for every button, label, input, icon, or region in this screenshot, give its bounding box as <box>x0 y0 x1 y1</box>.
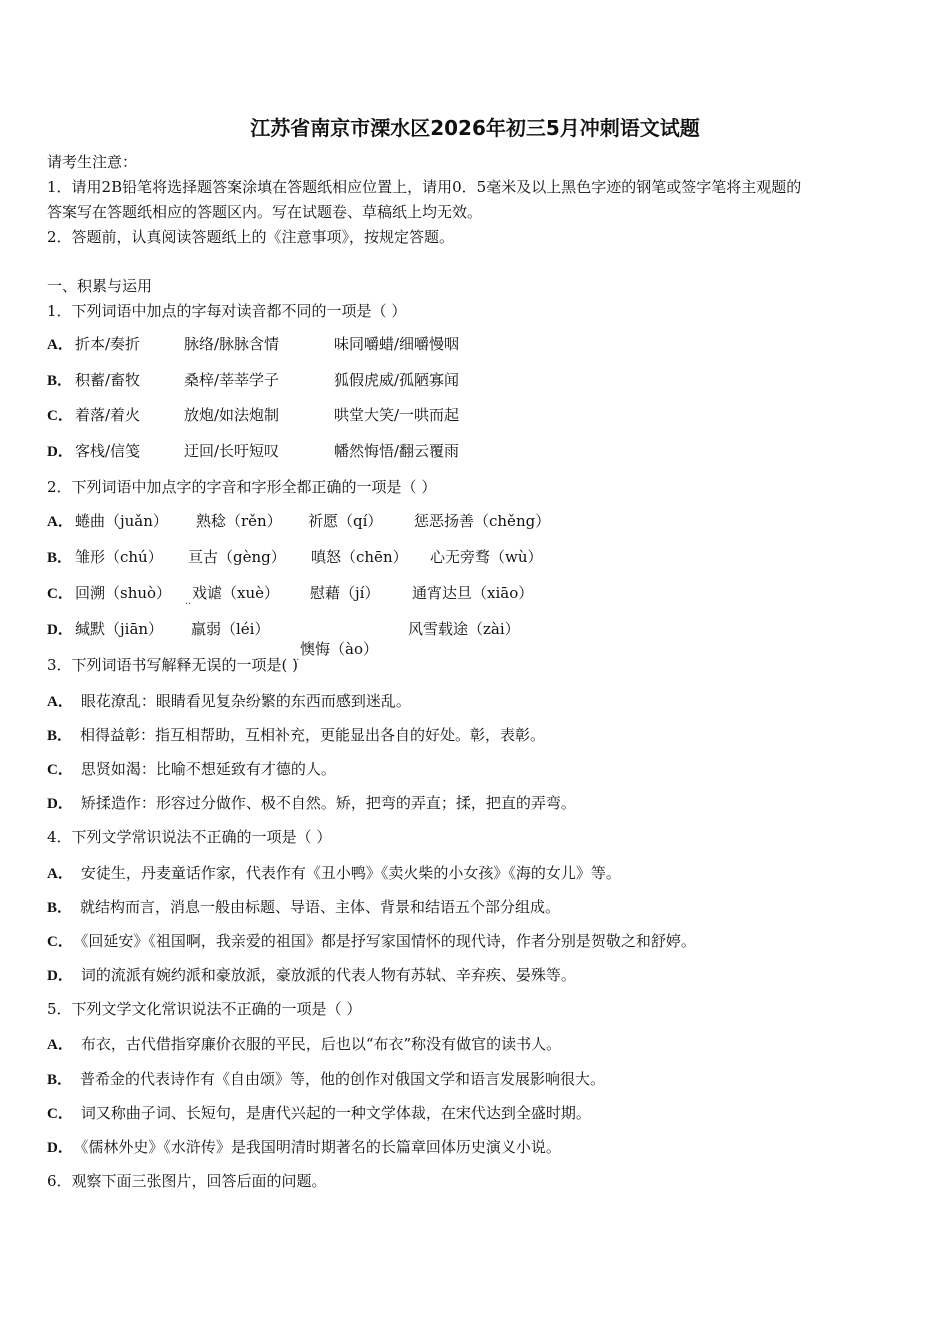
option-label: B． <box>47 900 73 916</box>
section-heading: 一、积累与运用 <box>47 277 153 295</box>
option-cell: 嗔怒（chēn） <box>311 548 408 566</box>
question-3-option-a <box>47 691 411 712</box>
question-5-option-d <box>47 1137 561 1158</box>
option-cell: 狐假虎威/孤陋寡闻 <box>334 371 460 389</box>
question-4-option-a <box>47 863 621 884</box>
option-cell: 幡然悔悟/翻云覆雨 <box>334 442 460 460</box>
option-text: 矫揉造作：形容过分做作、极不自然。矫，把弯的弄直；揉，把直的弄弯。 <box>80 794 576 812</box>
option-text: 词的流派有婉约派和豪放派，豪放派的代表人物有苏轼、辛弃疾、晏殊等。 <box>80 966 576 984</box>
option-text: 《回延安》《祖国啊，我亲爱的祖国》都是抒写家国情怀的现代诗，作者分别是贺敬之和舒婷。 <box>80 932 696 950</box>
option-label: B． <box>47 728 73 744</box>
option-label: A． <box>47 337 73 353</box>
question-4-option-b <box>47 897 560 918</box>
question-3-option-b <box>47 725 545 746</box>
option-cell: 积蓄/畜牧 <box>75 371 141 389</box>
question-5-stem: 5．下列文学文化常识说法不正确的一项是（ ） <box>47 1000 362 1018</box>
question-3-stem: 3．下列词语书写解释无误的一项是( ) <box>47 656 299 674</box>
question-6-stem: 6．观察下面三张图片，回答后面的问题。 <box>47 1172 327 1190</box>
option-cell: 风雪载途（zài） <box>408 620 520 638</box>
option-cell: 哄堂大笑/一哄而起 <box>334 406 460 424</box>
option-cell: 折本/奏折 <box>75 335 141 353</box>
option-label: A． <box>47 1037 73 1053</box>
option-label: C． <box>47 408 73 424</box>
option-cell: 祈愿（qí） <box>308 512 383 530</box>
question-3-option-d <box>47 793 576 814</box>
option-text: 布衣，古代借指穿廉价衣服的平民，后也以“布衣”称没有做官的读书人。 <box>80 1035 562 1053</box>
option-cell: 雏形（chú） <box>75 548 163 566</box>
option-cell: 蜷曲（juǎn） <box>75 512 168 530</box>
option-label: D． <box>47 622 73 638</box>
option-label: B． <box>47 550 73 566</box>
option-cell: 心无旁骛（wù） <box>430 548 543 566</box>
notice-heading: 请考生注意： <box>47 153 138 171</box>
option-cell: 羸弱（léi） <box>191 620 270 638</box>
question-5-option-c <box>47 1103 591 1124</box>
option-label: A． <box>47 514 73 530</box>
question-4-stem: 4．下列文学常识说法不正确的一项是（ ） <box>47 828 332 846</box>
option-cell: 着落/着火 <box>75 406 141 424</box>
page-title: 江苏省南京市溧水区2026年初三5月冲刺语文试题 <box>250 116 700 140</box>
option-cell: 脉络/脉脉含情 <box>184 335 280 353</box>
option-label: A． <box>47 694 73 710</box>
option-label: C． <box>47 586 73 602</box>
option-text: 《儒林外史》《水浒传》是我国明清时期著名的长篇章回体历史演义小说。 <box>80 1138 561 1156</box>
option-label: D． <box>47 1140 73 1156</box>
question-4-option-d <box>47 965 576 986</box>
option-text: 思贤如渴：比喻不想延致有才德的人。 <box>80 760 336 778</box>
option-cell: 放炮/如法炮制 <box>184 406 280 424</box>
option-text: 普希金的代表诗作有《自由颂》等，他的创作对俄国文学和语言发展影响很大。 <box>80 1070 606 1088</box>
option-label: D． <box>47 968 73 984</box>
option-text: 眼花潦乱：眼睛看见复杂纷繁的东西而感到迷乱。 <box>80 692 411 710</box>
question-4-option-c <box>47 931 696 952</box>
option-cell: 惩恶扬善（chěng） <box>414 512 551 530</box>
option-label: B． <box>47 1072 73 1088</box>
option-cell: 通宵达旦（xiāo） <box>412 584 534 602</box>
option-text: 相得益彰：指互相帮助，互相补充，更能显出各自的好处。彰，表彰。 <box>80 726 546 744</box>
option-label: A． <box>47 866 73 882</box>
notice-line-1: 1．请用2B铅笔将选择题答案涂填在答题纸相应位置上，请用0．5毫米及以上黑色字迹的钢笔或签字笔将主观题的 <box>47 178 802 196</box>
question-5-option-a <box>47 1034 561 1055</box>
option-cell: 回溯（shuò） <box>75 584 172 602</box>
option-text: 就结构而言，消息一般由标题、导语、主体、背景和结语五个部分组成。 <box>80 898 561 916</box>
option-label: B． <box>47 373 73 389</box>
option-cell: 亘古（gèng） <box>188 548 286 566</box>
question-5-option-b <box>47 1069 605 1090</box>
option-label: D． <box>47 796 73 812</box>
option-cell: 客栈/信笺 <box>75 442 141 460</box>
option-cell: 味同嚼蜡/细嚼慢咽 <box>334 335 460 353</box>
option-cell: 桑梓/莘莘学子 <box>184 371 280 389</box>
question-2-stem: 2．下列词语中加点字的字音和字形全都正确的一项是（ ） <box>47 478 437 496</box>
option-cell: 懊悔（ào） ·· <box>300 639 950 659</box>
option-cell: 缄默（jiān） <box>75 620 164 638</box>
option-text: 词又称曲子词、长短句，是唐代兴起的一种文学体裁，在宋代达到全盛时期。 <box>80 1104 591 1122</box>
question-3-option-c <box>47 759 336 780</box>
question-1-stem: 1．下列词语中加点的字每对读音都不同的一项是（ ） <box>47 302 407 320</box>
option-label: C． <box>47 762 73 778</box>
option-text: 安徒生，丹麦童话作家，代表作有《丑小鸭》《卖火柴的小女孩》《海的女儿》等。 <box>80 864 621 882</box>
option-label: C． <box>47 934 73 950</box>
option-cell: 慰藉（jí） <box>310 584 380 602</box>
option-cell: 迂回/长吁短叹 <box>184 442 280 460</box>
option-cell: 熟稔（rěn） <box>196 512 282 530</box>
option-label: D． <box>47 444 73 460</box>
notice-line-2: 2．答题前，认真阅读答题纸上的《注意事项》，按规定答题。 <box>47 228 455 246</box>
notice-line-1-continued: 答案写在答题纸相应的答题区内。写在试题卷、草稿纸上均无效。 <box>47 203 483 221</box>
option-cell: 戏谑（xuè） ·· <box>192 583 950 603</box>
option-label: C． <box>47 1106 73 1122</box>
